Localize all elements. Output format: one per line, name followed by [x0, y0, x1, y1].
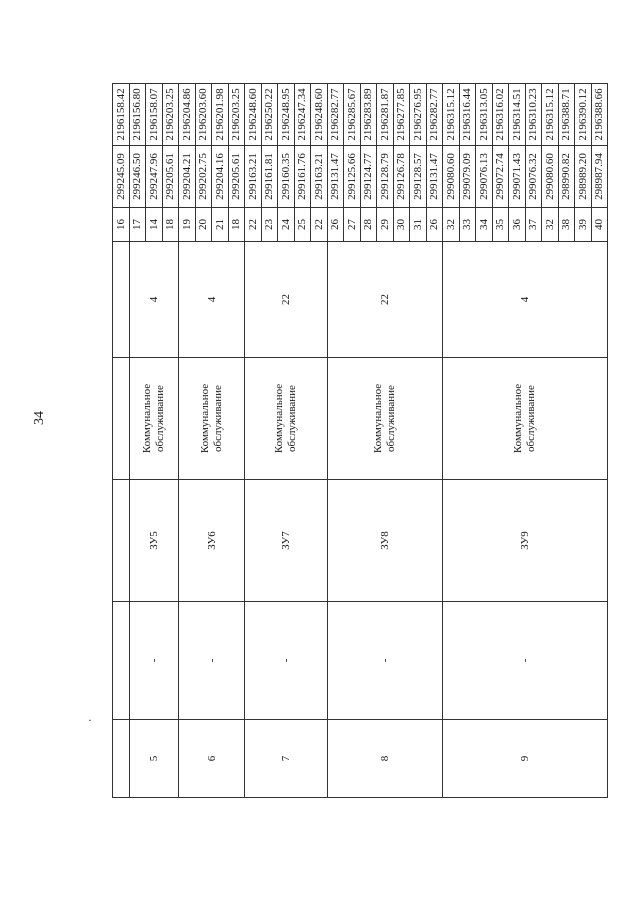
- cell-area: 22: [327, 242, 443, 358]
- cell-y: 2196156.80: [129, 84, 146, 146]
- table-row: [113, 84, 130, 798]
- cell-purpose: [113, 358, 130, 480]
- table-row: [179, 84, 196, 798]
- cell-y: 2196277.85: [393, 84, 410, 146]
- cell-y: 2196285.67: [344, 84, 361, 146]
- cell-point: 40: [591, 208, 608, 242]
- cell-cadastral: -: [129, 602, 179, 720]
- cell-y: 2196248.60: [245, 84, 262, 146]
- cell-point: 19: [179, 208, 196, 242]
- cell-area: 22: [245, 242, 328, 358]
- cell-y: 2196201.98: [212, 84, 229, 146]
- cell-y: 2196248.95: [278, 84, 295, 146]
- cell-point: 34: [476, 208, 493, 242]
- page-number: 34: [32, 411, 47, 425]
- cell-designation: ЗУ7: [245, 480, 328, 602]
- cell-y: 2196282.77: [426, 84, 443, 146]
- cell-y: 2196388.71: [558, 84, 575, 146]
- cell-point: 20: [195, 208, 212, 242]
- cell-point: 37: [525, 208, 542, 242]
- cell-x: 299161.81: [261, 146, 278, 208]
- cell-x: 299126.78: [393, 146, 410, 208]
- cell-x: 299131.47: [426, 146, 443, 208]
- cell-x: 299080.60: [443, 146, 460, 208]
- table-row: [245, 84, 262, 798]
- cell-point: 38: [558, 208, 575, 242]
- cell-point: 24: [278, 208, 295, 242]
- cell-point: 33: [459, 208, 476, 242]
- cell-x: 299071.43: [509, 146, 526, 208]
- cell-designation: [113, 480, 130, 602]
- cell-point: 35: [492, 208, 509, 242]
- cell-purpose: Коммунальное обслуживание: [443, 358, 608, 480]
- cell-purpose: Коммунальное обслуживание: [327, 358, 443, 480]
- cell-x: 299128.79: [377, 146, 394, 208]
- cell-designation: ЗУ9: [443, 480, 608, 602]
- cell-x: 299124.77: [360, 146, 377, 208]
- cell-y: 2196310.23: [525, 84, 542, 146]
- cell-y: 2196248.60: [311, 84, 328, 146]
- cell-point: 18: [228, 208, 245, 242]
- cell-x: 299160.35: [278, 146, 295, 208]
- coordinates-table: [112, 83, 608, 798]
- cell-y: 2196203.25: [162, 84, 179, 146]
- cell-cadastral: -: [327, 602, 443, 720]
- cell-cadastral: -: [179, 602, 245, 720]
- cell-x: 298987.94: [591, 146, 608, 208]
- cell-point: 32: [542, 208, 559, 242]
- cell-x: 299204.16: [212, 146, 229, 208]
- cell-x: 299080.60: [542, 146, 559, 208]
- cell-purpose: Коммунальное обслуживание: [245, 358, 328, 480]
- cell-x: 299163.21: [311, 146, 328, 208]
- cell-y: 2196204.86: [179, 84, 196, 146]
- stray-mark: ·: [88, 713, 92, 727]
- cell-x: 299076.32: [525, 146, 542, 208]
- cell-y: 2196281.87: [377, 84, 394, 146]
- cell-y: 2196315.12: [443, 84, 460, 146]
- cell-purpose: Коммунальное обслуживание: [179, 358, 245, 480]
- cell-point: 27: [344, 208, 361, 242]
- cell-point: 17: [129, 208, 146, 242]
- cell-y: 2196158.07: [146, 84, 163, 146]
- table-row: [129, 84, 146, 798]
- cell-num: 8: [327, 720, 443, 798]
- cell-x: 299079.09: [459, 146, 476, 208]
- cell-y: 2196203.60: [195, 84, 212, 146]
- cell-y: 2196390.12: [575, 84, 592, 146]
- cell-num: 5: [129, 720, 179, 798]
- cell-num: 7: [245, 720, 328, 798]
- cell-num: [113, 720, 130, 798]
- cell-point: 16: [113, 208, 130, 242]
- cell-point: 36: [509, 208, 526, 242]
- cell-point: 25: [294, 208, 311, 242]
- cell-y: 2196250.22: [261, 84, 278, 146]
- cell-y: 2196314.51: [509, 84, 526, 146]
- cell-point: 29: [377, 208, 394, 242]
- cell-area: 4: [443, 242, 608, 358]
- cell-cadastral: -: [245, 602, 328, 720]
- cell-x: 299205.61: [162, 146, 179, 208]
- cell-y: 2196276.95: [410, 84, 427, 146]
- cell-x: 299072.74: [492, 146, 509, 208]
- cell-x: 298989.20: [575, 146, 592, 208]
- cell-x: 299076.13: [476, 146, 493, 208]
- cell-point: 32: [443, 208, 460, 242]
- cell-x: 298990.82: [558, 146, 575, 208]
- cell-point: 22: [245, 208, 262, 242]
- cell-x: 299128.57: [410, 146, 427, 208]
- cell-point: 21: [212, 208, 229, 242]
- cell-cadastral: -: [443, 602, 608, 720]
- cell-num: 9: [443, 720, 608, 798]
- cell-x: 299204.21: [179, 146, 196, 208]
- cell-area: 4: [129, 242, 179, 358]
- cell-y: 2196282.77: [327, 84, 344, 146]
- cell-point: 31: [410, 208, 427, 242]
- cell-y: 2196388.66: [591, 84, 608, 146]
- cell-y: 2196313.05: [476, 84, 493, 146]
- cell-point: 39: [575, 208, 592, 242]
- cell-y: 2196247.34: [294, 84, 311, 146]
- cell-x: 299205.61: [228, 146, 245, 208]
- cell-y: 2196283.89: [360, 84, 377, 146]
- cell-x: 299245.09: [113, 146, 130, 208]
- cell-x: 299247.96: [146, 146, 163, 208]
- cell-designation: ЗУ6: [179, 480, 245, 602]
- cell-point: 18: [162, 208, 179, 242]
- cell-x: 299163.21: [245, 146, 262, 208]
- cell-point: 22: [311, 208, 328, 242]
- cell-point: 28: [360, 208, 377, 242]
- cell-designation: ЗУ8: [327, 480, 443, 602]
- cell-purpose: Коммунальное обслуживание: [129, 358, 179, 480]
- coordinates-table-container: [112, 84, 608, 798]
- table-row: [443, 84, 460, 798]
- cell-y: 2196203.25: [228, 84, 245, 146]
- cell-y: 2196158.42: [113, 84, 130, 146]
- cell-x: 299246.50: [129, 146, 146, 208]
- table-row: [327, 84, 344, 798]
- cell-y: 2196315.12: [542, 84, 559, 146]
- cell-point: 14: [146, 208, 163, 242]
- cell-y: 2196316.44: [459, 84, 476, 146]
- cell-designation: ЗУ5: [129, 480, 179, 602]
- cell-y: 2196316.02: [492, 84, 509, 146]
- cell-x: 299202.75: [195, 146, 212, 208]
- cell-x: 299125.66: [344, 146, 361, 208]
- cell-area: 4: [179, 242, 245, 358]
- cell-x: 299161.76: [294, 146, 311, 208]
- cell-point: 26: [426, 208, 443, 242]
- cell-point: 30: [393, 208, 410, 242]
- cell-point: 26: [327, 208, 344, 242]
- cell-point: 23: [261, 208, 278, 242]
- cell-num: 6: [179, 720, 245, 798]
- cell-area: [113, 242, 130, 358]
- table-body: [113, 84, 608, 798]
- cell-x: 299131.47: [327, 146, 344, 208]
- cell-cadastral: [113, 602, 130, 720]
